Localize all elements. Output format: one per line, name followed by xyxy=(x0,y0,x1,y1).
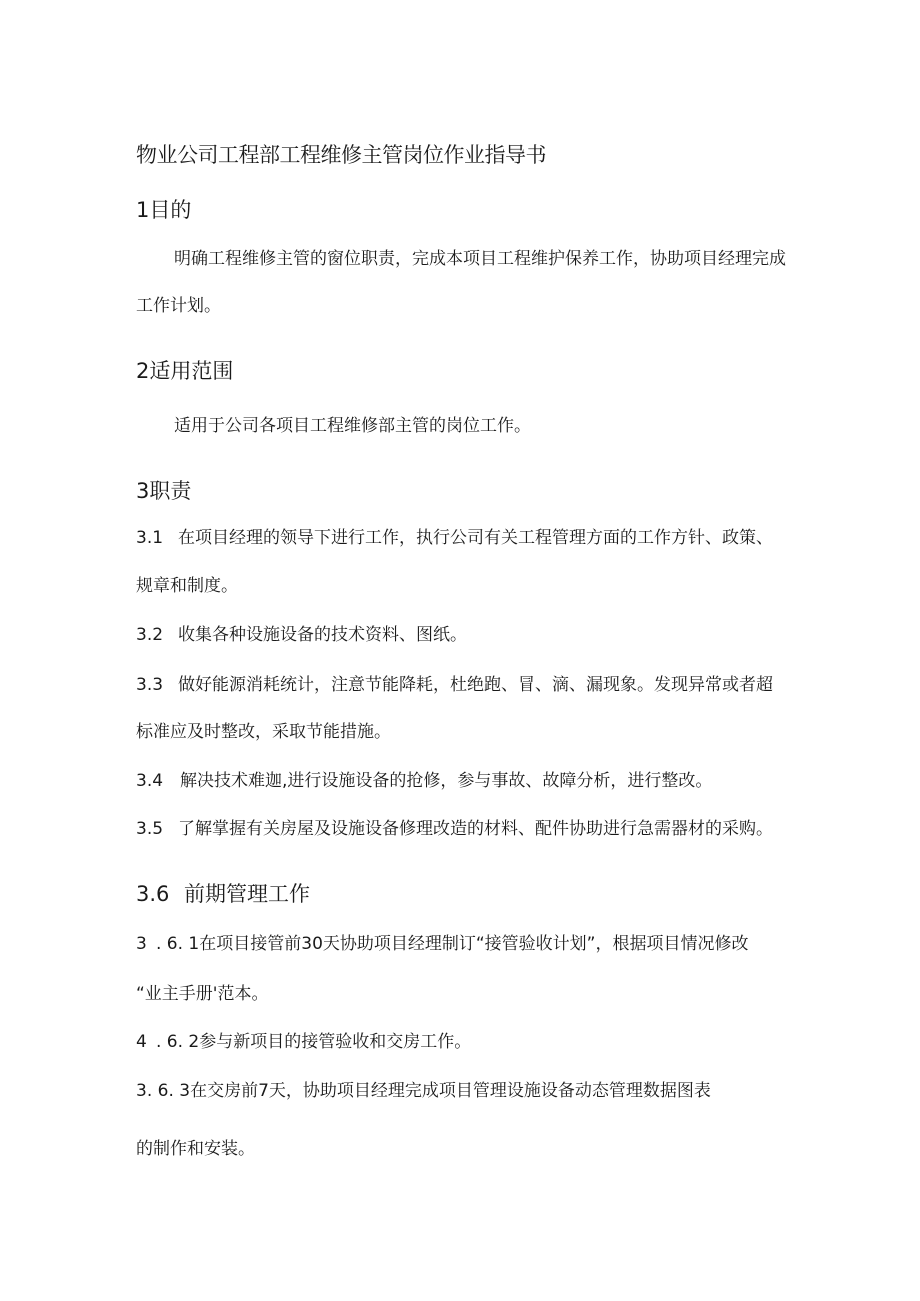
sub-item-3-6-3 xyxy=(136,1083,711,1100)
sub-item-text: . 6. 1在项目接管前30天协助项目经理制订“接管验收计划”，根据项目情况修改 xyxy=(156,934,749,954)
scope-text-line-1: 适用于公司各项目工程维修部主管的岗位工作。 xyxy=(174,416,531,436)
duty-number: 3.5 xyxy=(136,819,164,839)
page-title: 物业公司工程部工程维修主管岗位作业指导书 xyxy=(136,143,546,167)
sub-heading-number: 3.6 xyxy=(136,882,170,906)
sub-item-3-6-2 xyxy=(136,1034,471,1051)
duty-number: 3.3 xyxy=(136,675,164,695)
duty-item-3-1-cont: 规章和制度。 xyxy=(136,576,238,596)
duty-text: 做好能源消耗统计，注意节能降耗，杜绝跑、冒、滴、漏现象。发现异常或者超 xyxy=(178,675,773,695)
duty-item-3-1 xyxy=(136,530,773,547)
sub-item-number: 4 xyxy=(136,1032,147,1052)
sub-item-number: 3 xyxy=(136,934,147,954)
purpose-text-line-1: 明确工程维修主管的窗位职责，完成本项目工程维护保养工作，协助项目经理完成 xyxy=(174,249,786,269)
duty-text: 解决技术难迦,进行设施设备的抢修，参与事故、故障分析，进行整改。 xyxy=(180,771,713,791)
duty-text: 在项目经理的领导下进行工作，执行公司有关工程管理方面的工作方针、政策、 xyxy=(178,528,773,548)
duty-item-3-3 xyxy=(136,677,773,694)
sub-item-3-6-1 xyxy=(136,936,749,953)
duty-item-3-4 xyxy=(136,773,712,790)
duty-text: 了解掌握有关房屋及设施设备修理改造的材料、配件协助进行急需器材的采购。 xyxy=(178,819,773,839)
section-heading-purpose: 1目的 xyxy=(136,198,192,222)
duty-text: 收集各种设施设备的技术资料、图纸。 xyxy=(178,625,467,645)
sub-item-text: 在交房前7天，协助项目经理完成项目管理设施设备动态管理数据图表 xyxy=(190,1081,711,1101)
duty-item-3-3-cont: 标准应及时整改，采取节能措施。 xyxy=(136,722,391,742)
sub-item-3-6-1-cont: “业主手册'范本。 xyxy=(136,984,269,1004)
sub-item-text: . 6. 2参与新项目的接管验收和交房工作。 xyxy=(156,1032,472,1052)
duty-number: 3.4 xyxy=(136,771,164,791)
section-heading-scope: 2适用范围 xyxy=(136,359,234,383)
sub-item-3-6-3-cont: 的制作和安装。 xyxy=(136,1139,255,1159)
duty-item-3-5 xyxy=(136,821,773,838)
sub-heading-early-management xyxy=(136,884,310,905)
section-heading-duties: 3职责 xyxy=(136,479,192,503)
duty-number: 3.1 xyxy=(136,528,164,548)
duty-number: 3.2 xyxy=(136,625,164,645)
duty-item-3-2 xyxy=(136,627,467,644)
purpose-text-line-2: 工作计划。 xyxy=(136,296,221,316)
sub-heading-text: 前期管理工作 xyxy=(184,882,310,906)
sub-item-number: 3. 6. 3 xyxy=(136,1081,191,1101)
